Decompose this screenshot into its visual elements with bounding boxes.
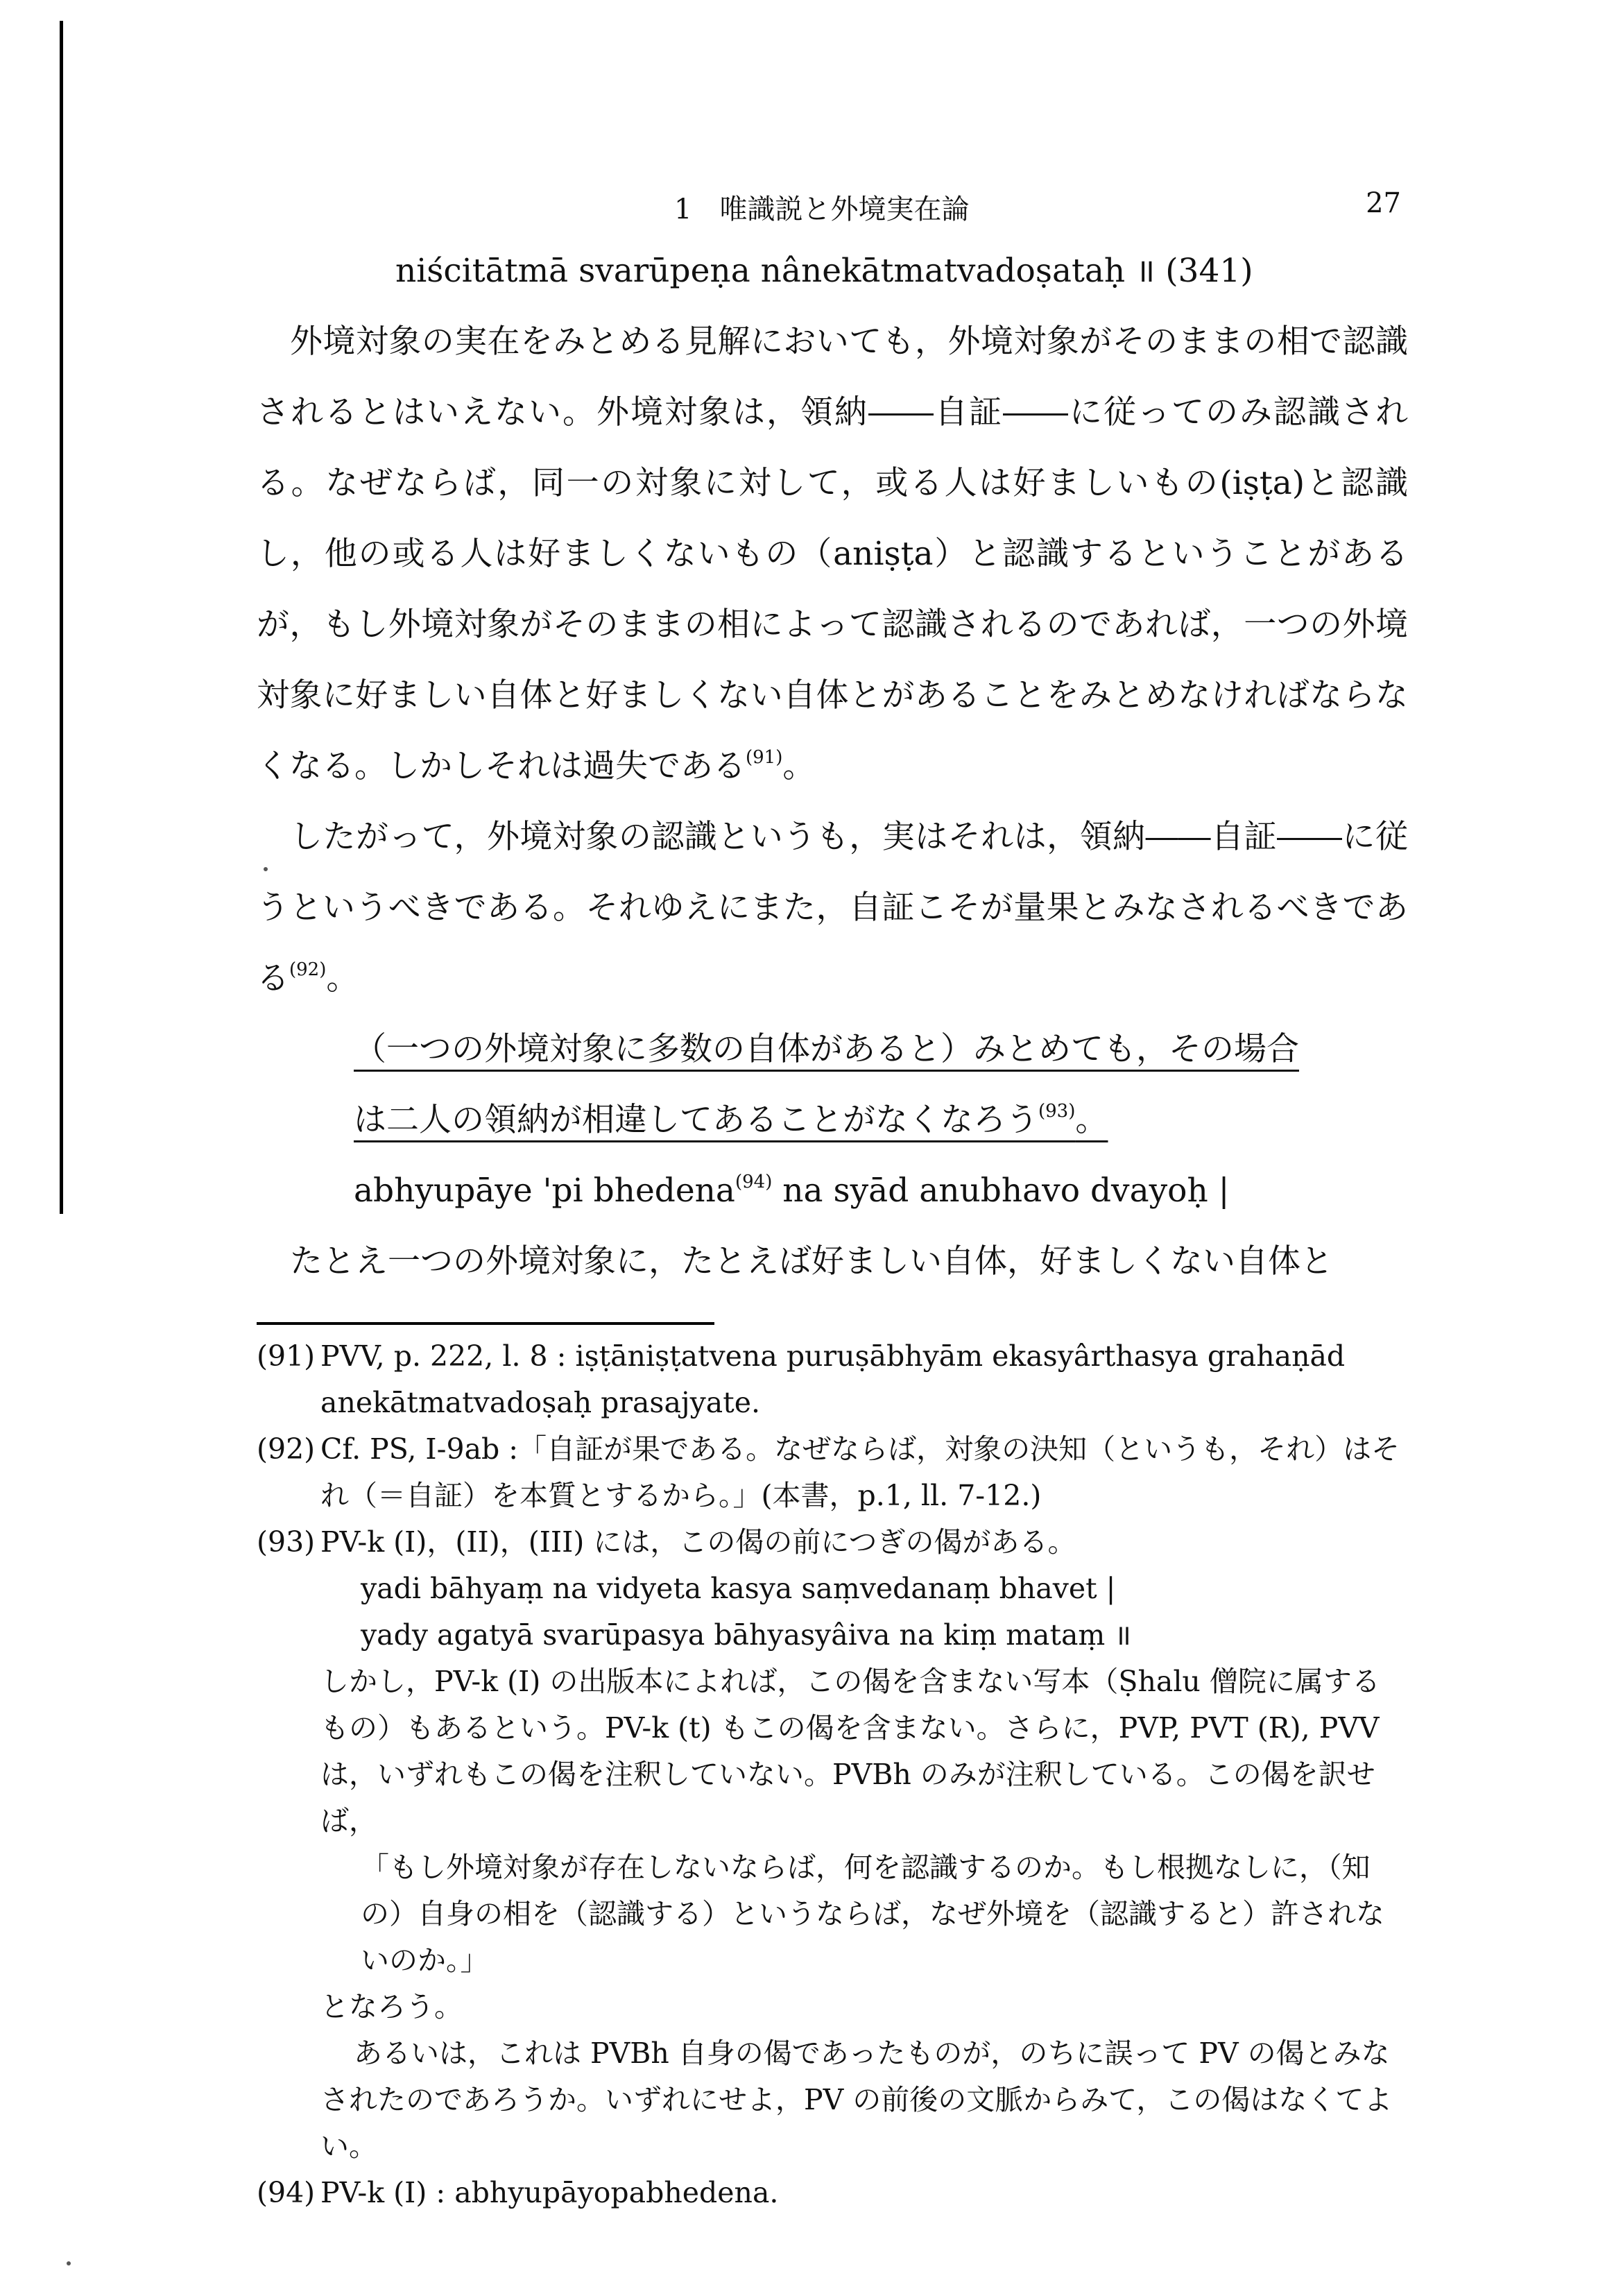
footnote-94-text: PV-k (I) : abhyupāyopabhedena.: [320, 2176, 779, 2209]
footnote-93-text: PV-k (I)，(II)，(III) には，この偈の前につぎの偈がある。: [320, 1525, 1076, 1559]
footnote-92-text: Cf. PS, I-9ab :「自証が果である。なぜならば，対象の決知（というも，それ）はそれ（＝自証）を本質とするから。」(本書，p.1, ll. 7-12.): [320, 1432, 1400, 1512]
footnote-rule: [257, 1322, 714, 1325]
verse-341: niścitātmā svarūpeṇa nânekātmatvadoṣataḥ ॥ (341): [395, 252, 1253, 290]
binding-margin-line: [60, 21, 63, 1214]
footnote-93-quote: 「もし外境対象が存在しないならば，何を認識するのか。もし根拠なしに，（知の）自身の相を（認識する）というならば，なぜ外境を（認識すると）許されないのか。」: [361, 1851, 1384, 1977]
paragraph-1: [257, 307, 1408, 802]
sanskrit-verse-a: abhyupāye 'pi bhedena: [354, 1172, 735, 1210]
translated-verse-line-1: （一つの外境対象に多数の自体があると）みとめても，その場合: [354, 1030, 1299, 1068]
footnote-93-paragraph-1: しかし，PV-k (I) の出版本によれば，この偈を含まない写本（Ṣhalu 僧院に属するもの）もあるという。PV-k (t) もこの偈を含まない。さらに，PVP, PVT (R), PVV は，いずれもこの偈を注釈していない。PVBh のみが注釈している。この偈を訳せば，: [320, 1665, 1380, 1837]
sanskrit-verse-b: na syād anubhavo dvayoḥ |: [772, 1172, 1230, 1210]
running-header: [257, 180, 1408, 236]
sanskrit-verse: [257, 1156, 1408, 1226]
paragraph-2: [257, 802, 1408, 1014]
scan-speck: [67, 2261, 71, 2265]
translated-verse: [257, 1014, 1408, 1156]
footnote-91-number: (91): [257, 1339, 316, 1373]
page: [257, 180, 1408, 2216]
footnotes: [257, 1333, 1408, 2216]
note-ref-92: (92): [289, 959, 327, 980]
footnote-93-paragraph-2: あるいは，これは PVBh 自身の偈であったものが，のちに誤って PV の偈とみなされたのであろうか。いずれにせよ，PV の前後の文脈からみて，この偈はなくてよい。: [320, 2037, 1393, 2163]
paragraph-2-end: 。: [326, 959, 359, 997]
paragraph-1-text: 外境対象の実在をみとめる見解においても，外境対象がそのままの相で認識されるとはいえない。外境対象は，領納――自証――に従ってのみ認識される。なぜならば，同一の対象に対して，或る人は好ましいもの(iṣṭa)と認識し，他の或る人は好ましくないもの（aniṣṭa）と認識するということがあるが，もし外境対象がそのままの相によって認識されるのであれば，一つの外境対象に好ましい自体と好ましくない自体とがあることをみとめなければならなくなる。しかしそれは過失である: [257, 323, 1408, 785]
footnote-91: [257, 1333, 1408, 1426]
translated-verse-line-2-text: は二人の領納が相違してあることがなくなろう: [354, 1101, 1038, 1139]
note-ref-94: (94): [735, 1172, 773, 1192]
footnote-93: [257, 1519, 1408, 1566]
footnote-94-number: (94): [257, 2176, 316, 2209]
paragraph-2-text: したがって，外境対象の認識というも，実はそれは，領納――自証――に従うというべきである。それゆえにまた，自証こそが量果とみなされるべきである: [257, 818, 1408, 997]
footnote-91-text: PVV, p. 222, l. 8 : iṣṭāniṣṭatvena puruṣābhyām ekasyârthasya grahaṇād anekātmatvadoṣaḥ prasajyate.: [320, 1339, 1346, 1419]
note-ref-91: (91): [746, 747, 783, 768]
footnote-93-after: となろう。: [320, 1990, 463, 2023]
chapter-title: 1 唯識説と外境実在論: [674, 194, 970, 225]
footnote-92-number: (92): [257, 1432, 316, 1466]
translated-verse-line-2: [354, 1085, 1408, 1156]
footnote-93-verse-line-2: yady agatyā svarūpasya bāhyasyâiva na kiṃ mataṃ ॥: [361, 1618, 1131, 1652]
paragraph-3: たとえ一つの外境対象に，たとえば好ましい自体，好ましくない自体と: [290, 1242, 1333, 1280]
footnote-92: [257, 1426, 1408, 1519]
footnote-94: [257, 2170, 1408, 2216]
page-number: 27: [1366, 187, 1401, 219]
translated-verse-line-2-end: 。: [1075, 1101, 1108, 1139]
paragraph-1-end: 。: [782, 747, 816, 785]
footnote-93-verse-line-1: yadi bāhyaṃ na vidyeta kasya saṃvedanaṃ bhavet |: [361, 1572, 1116, 1605]
footnote-93-number: (93): [257, 1525, 316, 1559]
main-text: [257, 236, 1408, 1297]
note-ref-93: (93): [1038, 1101, 1076, 1122]
